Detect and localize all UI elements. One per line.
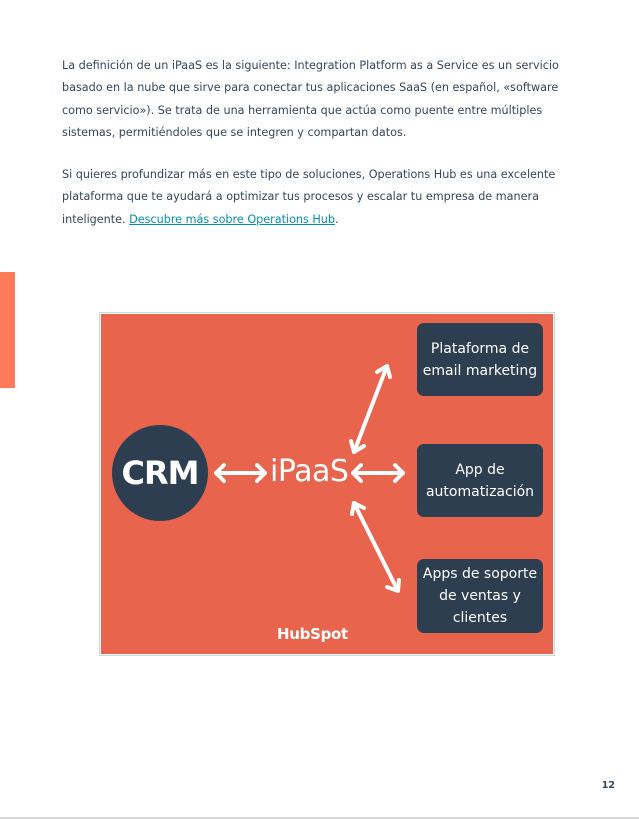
paragraph-ipaas-definition	[62, 55, 582, 145]
crm-circle: CRM	[112, 425, 208, 521]
ipaas-diagram	[101, 314, 553, 654]
box-support-apps	[417, 559, 543, 633]
box-support-apps-line-3: clientes	[452, 610, 508, 626]
box-automation-app	[417, 444, 543, 517]
box-email-marketing-line-2: email marketing	[422, 362, 538, 379]
operations-hub-link[interactable]: Descubre más sobre Operations Hub	[129, 212, 335, 226]
arrow-ipaas-automation	[353, 465, 403, 481]
arrow-crm-ipaas	[216, 465, 265, 481]
paragraph-ipaas-definition-text: La definición de un iPaaS es la siguiente: Integration Platform as a Service es un servicio basado en la nube que sirve para conectar tus aplicaciones SaaS (en español, «software como servicio»). Se trata de una herramienta que actúa como puente entre múltiples sistemas, permitiéndoles que se integren y compartan datos.	[62, 59, 559, 140]
box-email-marketing	[417, 323, 543, 396]
arrow-ipaas-support-apps	[352, 503, 399, 591]
box-automation-app-line-1: App de	[455, 461, 505, 478]
side-accent-tab	[0, 272, 15, 388]
paragraph-operations-hub	[62, 164, 582, 231]
paragraph-operations-hub-text: Si quieres profundizar más en este tipo de soluciones, Operations Hub es una excelente plataforma que te ayudará a optimizar tus procesos y escalar tu empresa de manera inteligente.	[62, 168, 556, 226]
box-support-apps-line-1: Apps de soporte	[422, 566, 538, 582]
hubspot-logo: HubSpot	[277, 625, 348, 643]
ipaas-label: iPaaS	[270, 454, 349, 489]
page-number: 12	[601, 780, 615, 791]
box-support-apps-line-2: de ventas y	[439, 588, 521, 604]
arrow-ipaas-email-marketing	[351, 366, 390, 452]
box-automation-app-line-2: automatización	[425, 483, 535, 500]
paragraph-trailing-period: .	[335, 212, 339, 226]
box-email-marketing-line-1: Plataforma de	[430, 340, 530, 357]
